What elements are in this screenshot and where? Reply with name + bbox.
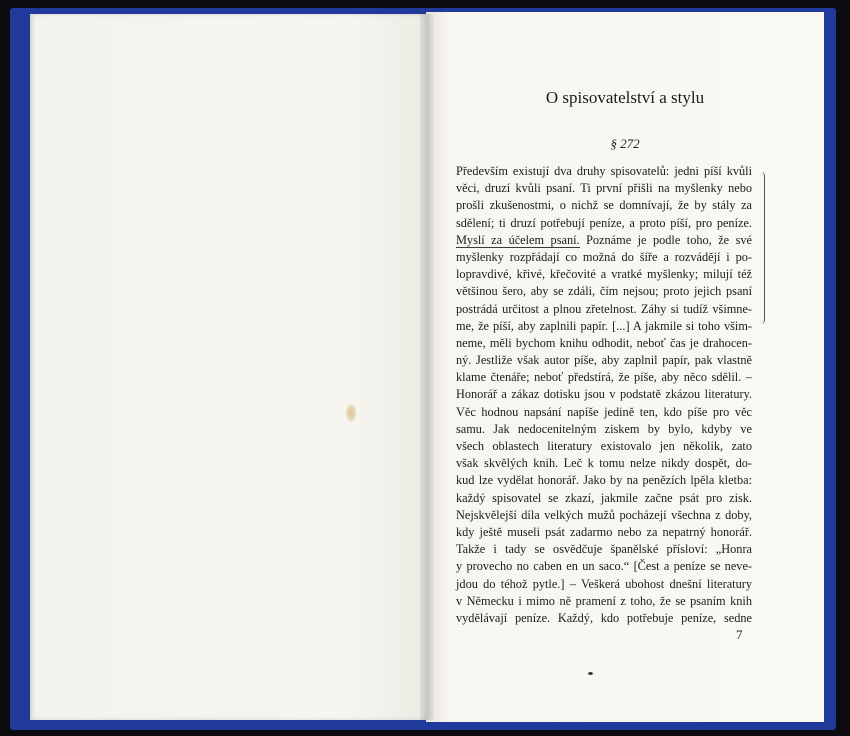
ink-speck	[588, 672, 593, 675]
chapter-title: O spisovatelství a stylu	[545, 88, 705, 107]
text-line: sdělení; ti druzí potřebují peníze, a proto píší, pro peníze.	[456, 215, 752, 230]
text-line: většinou šero, aby se zdáli, čím nejsou; proto jejich psaní	[456, 284, 752, 299]
text-line: vydělávají peníze. Každý, kdo potřebuje peníze, sedne	[456, 610, 752, 625]
text-line: klame čtenáře; neboť předstírá, že píše, aby něco sdělil. –	[456, 370, 752, 385]
text-line: kud lze vydělat honorář. Jako by na penězích lpěla kletba:	[456, 473, 752, 488]
text-line: Myslí za účelem psaní. Poznáme je podle toho, že své	[456, 232, 752, 247]
text-line: myšlenky rozpřádají co možná do šíře a rozvádějí i po-	[456, 249, 752, 264]
text-line: neme, měli bychom knihu odhodit, neboť čas je drahocen-	[456, 335, 752, 350]
left-page	[30, 14, 426, 720]
book-gutter	[420, 14, 434, 720]
text-line: Především existují dva druhy spisovatelů: jedni píší kvůli	[456, 164, 752, 178]
page-number: 7	[736, 627, 743, 642]
text-line: věci, druzí kvůli psaní. Ti první přišli na myšlenky nebo	[456, 181, 752, 196]
text-line: me, že píší, aby zaplnili papír. [...] A jakmile si toho všim-	[456, 318, 752, 333]
text-line: všech oblastech literatury existovalo jen několik, zato	[456, 439, 752, 453]
text-line: Věc hodnou napsání napíše jedině ten, kdo píše pro věc	[456, 404, 752, 419]
section-number: § 272	[610, 136, 640, 151]
underlined-phrase: Myslí za účelem psaní.	[456, 232, 580, 247]
text-line: kdy ještě museli psát zadarmo nebo za nepatrný honorář.	[456, 524, 752, 539]
paper-stain	[346, 404, 356, 422]
text-line: prošli zkušenostmi, o nichž se domnívají, že by stály za	[456, 198, 752, 213]
text-line: každý spisovatel se zkazí, jakmile začne psát pro zisk.	[456, 490, 752, 505]
text-line: ný. Jestliže však autor píše, aby zaplnil papír, pak vlastně	[456, 353, 752, 368]
text-line: Takže i tady se osvědčuje španělské přísloví: „Honra	[456, 542, 752, 557]
text-line: v Německu i mimo ně pramení z toho, že se psaním knih	[456, 593, 752, 608]
text-line: postrádá určitost a plnou zřetelnost. Záhy si tudíž všimne-	[456, 301, 752, 316]
text-line: Honorář a zákaz dotisku jsou v podstatě zkázou literatury.	[456, 387, 752, 402]
text-line: y provecho no caben en un saco.“ [Čest a peníze se neve-	[456, 559, 752, 574]
text-line: lopravdivé, křivé, křečovité a vratké myšlenky; milují též	[456, 267, 752, 282]
body-text	[456, 163, 752, 627]
text-line: však skvělých knih. Leč k tomu nelze nikdy dospět, do-	[456, 456, 752, 471]
margin-pencil-mark	[758, 172, 765, 324]
text-line: samu. Jak nedocenitelným ziskem by bylo, kdyby ve	[456, 421, 752, 436]
text-line: Nejskvělejší díla velkých mužů pocházejí všechna z doby,	[456, 507, 752, 522]
text-line: jdou do téhož pytle.] – Veškerá ubohost dnešní literatury	[456, 576, 752, 591]
